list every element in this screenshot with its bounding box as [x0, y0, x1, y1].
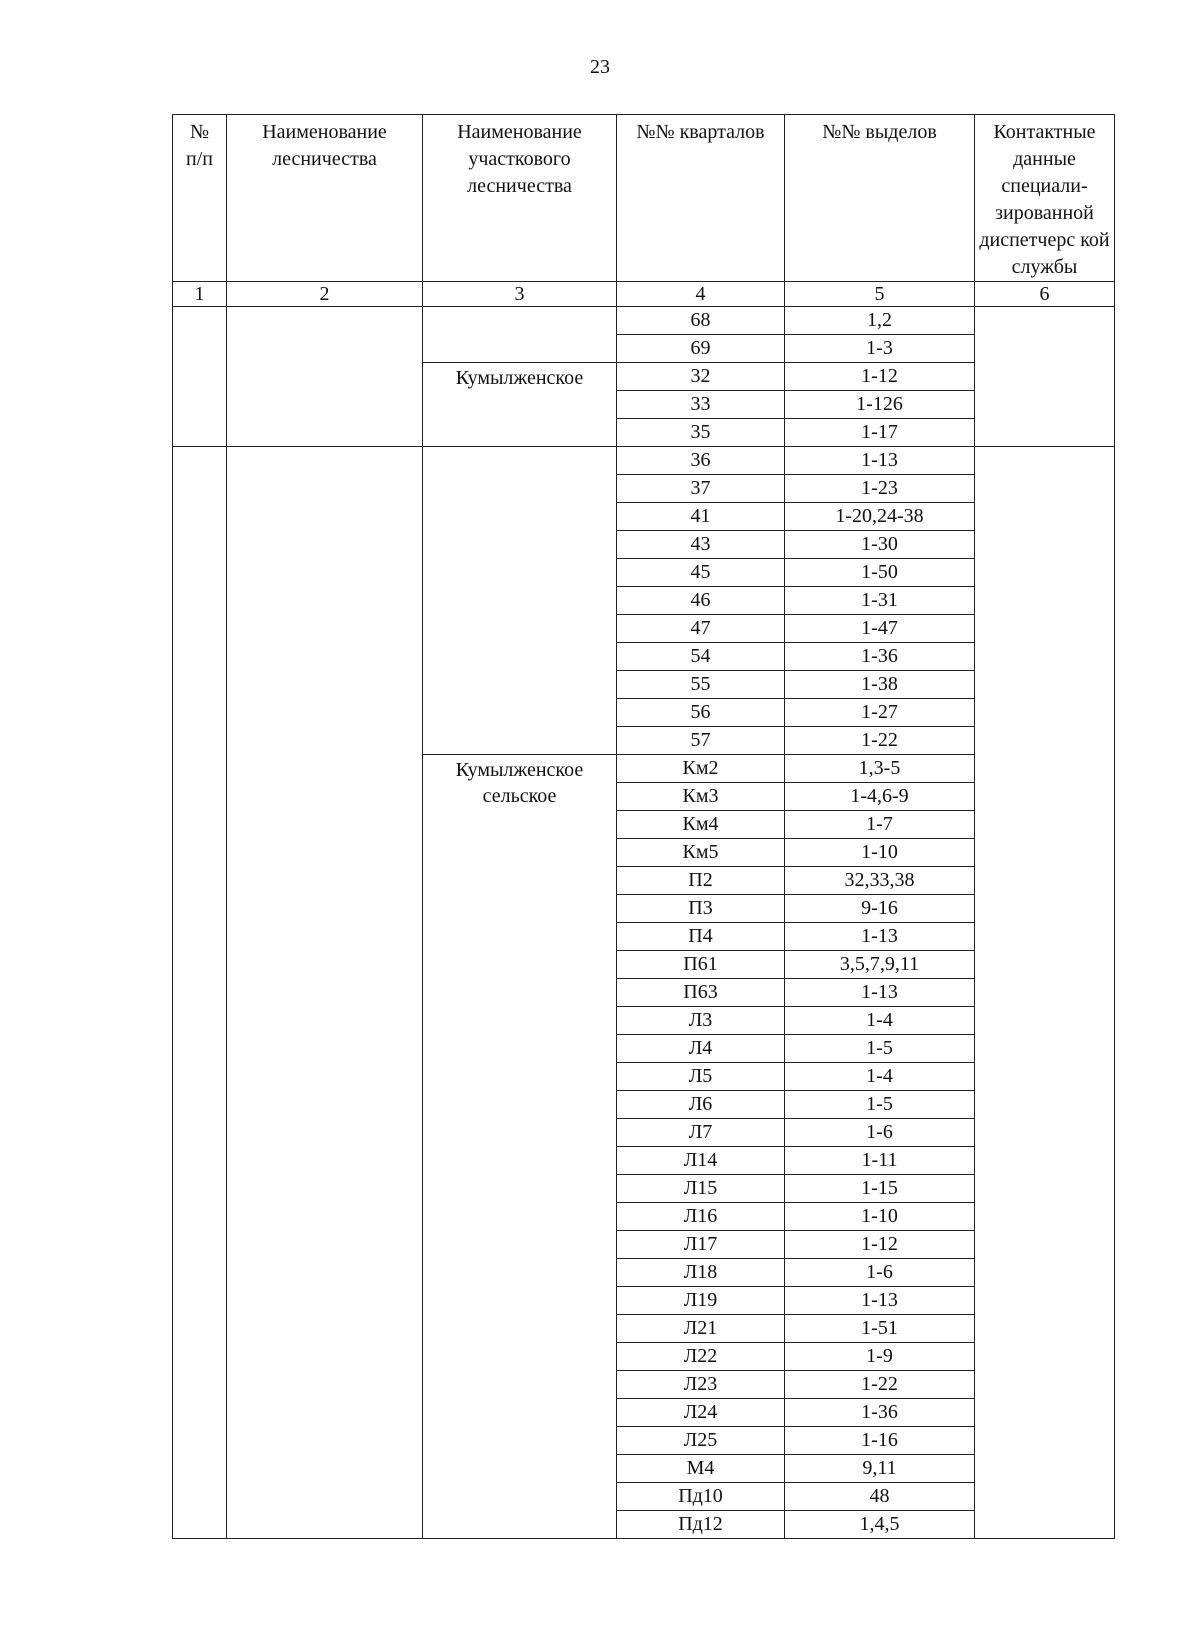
column-index: 6: [975, 282, 1115, 307]
quarter-cell: 68: [617, 307, 785, 335]
plots-cell: 1-15: [785, 1175, 975, 1203]
header-forestry-name: Наименование лесничества: [227, 115, 423, 282]
plots-cell: 1-5: [785, 1091, 975, 1119]
quarter-cell: 41: [617, 503, 785, 531]
quarter-cell: 36: [617, 447, 785, 475]
quarter-cell: Л21: [617, 1315, 785, 1343]
quarter-cell: Л15: [617, 1175, 785, 1203]
quarter-cell: П61: [617, 951, 785, 979]
column-index: 5: [785, 282, 975, 307]
plots-cell: 1-4,6-9: [785, 783, 975, 811]
plots-cell: 1-7: [785, 811, 975, 839]
plots-cell: 1-36: [785, 1399, 975, 1427]
plots-cell: 1-10: [785, 839, 975, 867]
quarter-cell: Л16: [617, 1203, 785, 1231]
plots-cell: 1-22: [785, 1371, 975, 1399]
quarter-cell: 54: [617, 643, 785, 671]
header-contacts: Контактные данные специали-зированной диспетчерс кой службы: [975, 115, 1115, 282]
quarter-cell: 56: [617, 699, 785, 727]
plots-cell: 1-30: [785, 531, 975, 559]
quarter-cell: Л23: [617, 1371, 785, 1399]
district-cell: Кумылженское: [423, 363, 617, 447]
quarter-cell: 32: [617, 363, 785, 391]
plots-cell: 1-6: [785, 1259, 975, 1287]
quarter-cell: Км2: [617, 755, 785, 783]
column-index: 1: [173, 282, 227, 307]
quarter-cell: М4: [617, 1455, 785, 1483]
quarter-cell: 35: [617, 419, 785, 447]
quarter-cell: 57: [617, 727, 785, 755]
forestry-cell: [227, 447, 423, 1539]
table-header-row: [173, 115, 1115, 282]
quarter-cell: Л7: [617, 1119, 785, 1147]
number-cell: [173, 447, 227, 1539]
plots-cell: 1-31: [785, 587, 975, 615]
contact-cell: [975, 447, 1115, 1539]
district-cell: [423, 447, 617, 755]
plots-cell: 32,33,38: [785, 867, 975, 895]
plots-cell: 1,3-5: [785, 755, 975, 783]
header-quarters: №№ кварталов: [617, 115, 785, 282]
quarter-cell: 69: [617, 335, 785, 363]
plots-cell: 1-6: [785, 1119, 975, 1147]
quarter-cell: Пд12: [617, 1511, 785, 1539]
plots-cell: 1-10: [785, 1203, 975, 1231]
plots-cell: 1-4: [785, 1007, 975, 1035]
plots-cell: 1-50: [785, 559, 975, 587]
quarter-cell: Л18: [617, 1259, 785, 1287]
quarter-cell: Л6: [617, 1091, 785, 1119]
header-number: № п/п: [173, 115, 227, 282]
district-cell: Кумылженское сельское: [423, 755, 617, 1539]
forest-districts-table: [172, 114, 1115, 1539]
quarter-cell: П2: [617, 867, 785, 895]
plots-cell: 1-47: [785, 615, 975, 643]
column-index: 4: [617, 282, 785, 307]
plots-cell: 1-13: [785, 447, 975, 475]
column-index: 2: [227, 282, 423, 307]
plots-cell: 1-38: [785, 671, 975, 699]
contact-cell: [975, 307, 1115, 447]
page-number: 23: [590, 56, 610, 78]
quarter-cell: 43: [617, 531, 785, 559]
plots-cell: 3,5,7,9,11: [785, 951, 975, 979]
plots-cell: 1,4,5: [785, 1511, 975, 1539]
quarter-cell: Км3: [617, 783, 785, 811]
quarter-cell: Пд10: [617, 1483, 785, 1511]
plots-cell: 1-126: [785, 391, 975, 419]
plots-cell: 1-9: [785, 1343, 975, 1371]
plots-cell: 1-12: [785, 1231, 975, 1259]
quarter-cell: Л3: [617, 1007, 785, 1035]
quarter-cell: 46: [617, 587, 785, 615]
quarter-cell: Л17: [617, 1231, 785, 1259]
quarter-cell: Л22: [617, 1343, 785, 1371]
plots-cell: 48: [785, 1483, 975, 1511]
column-index-row: [173, 282, 1115, 307]
quarter-cell: Л4: [617, 1035, 785, 1063]
plots-cell: 1-23: [785, 475, 975, 503]
quarter-cell: 37: [617, 475, 785, 503]
table-row: [173, 307, 1115, 335]
plots-cell: 1-27: [785, 699, 975, 727]
quarter-cell: 45: [617, 559, 785, 587]
quarter-cell: 33: [617, 391, 785, 419]
plots-cell: 1-13: [785, 923, 975, 951]
plots-cell: 1-5: [785, 1035, 975, 1063]
plots-cell: 1-12: [785, 363, 975, 391]
forestry-cell: [227, 307, 423, 447]
plots-cell: 1,2: [785, 307, 975, 335]
quarter-cell: Л14: [617, 1147, 785, 1175]
header-plots: №№ выделов: [785, 115, 975, 282]
plots-cell: 1-16: [785, 1427, 975, 1455]
quarter-cell: Л5: [617, 1063, 785, 1091]
quarter-cell: Л24: [617, 1399, 785, 1427]
plots-cell: 1-36: [785, 643, 975, 671]
quarter-cell: Л25: [617, 1427, 785, 1455]
quarter-cell: Л19: [617, 1287, 785, 1315]
plots-cell: 1-22: [785, 727, 975, 755]
plots-cell: 9,11: [785, 1455, 975, 1483]
quarter-cell: Км5: [617, 839, 785, 867]
plots-cell: 1-13: [785, 1287, 975, 1315]
quarter-cell: 55: [617, 671, 785, 699]
plots-cell: 1-3: [785, 335, 975, 363]
quarter-cell: П63: [617, 979, 785, 1007]
table-row: [173, 447, 1115, 475]
plots-cell: 1-11: [785, 1147, 975, 1175]
quarter-cell: П4: [617, 923, 785, 951]
plots-cell: 1-17: [785, 419, 975, 447]
quarter-cell: 47: [617, 615, 785, 643]
column-index: 3: [423, 282, 617, 307]
plots-cell: 1-4: [785, 1063, 975, 1091]
plots-cell: 1-13: [785, 979, 975, 1007]
header-district-name: Наименование участкового лесничества: [423, 115, 617, 282]
plots-cell: 1-51: [785, 1315, 975, 1343]
plots-cell: 1-20,24-38: [785, 503, 975, 531]
district-cell: [423, 307, 617, 363]
quarter-cell: П3: [617, 895, 785, 923]
number-cell: [173, 307, 227, 447]
quarter-cell: Км4: [617, 811, 785, 839]
plots-cell: 9-16: [785, 895, 975, 923]
